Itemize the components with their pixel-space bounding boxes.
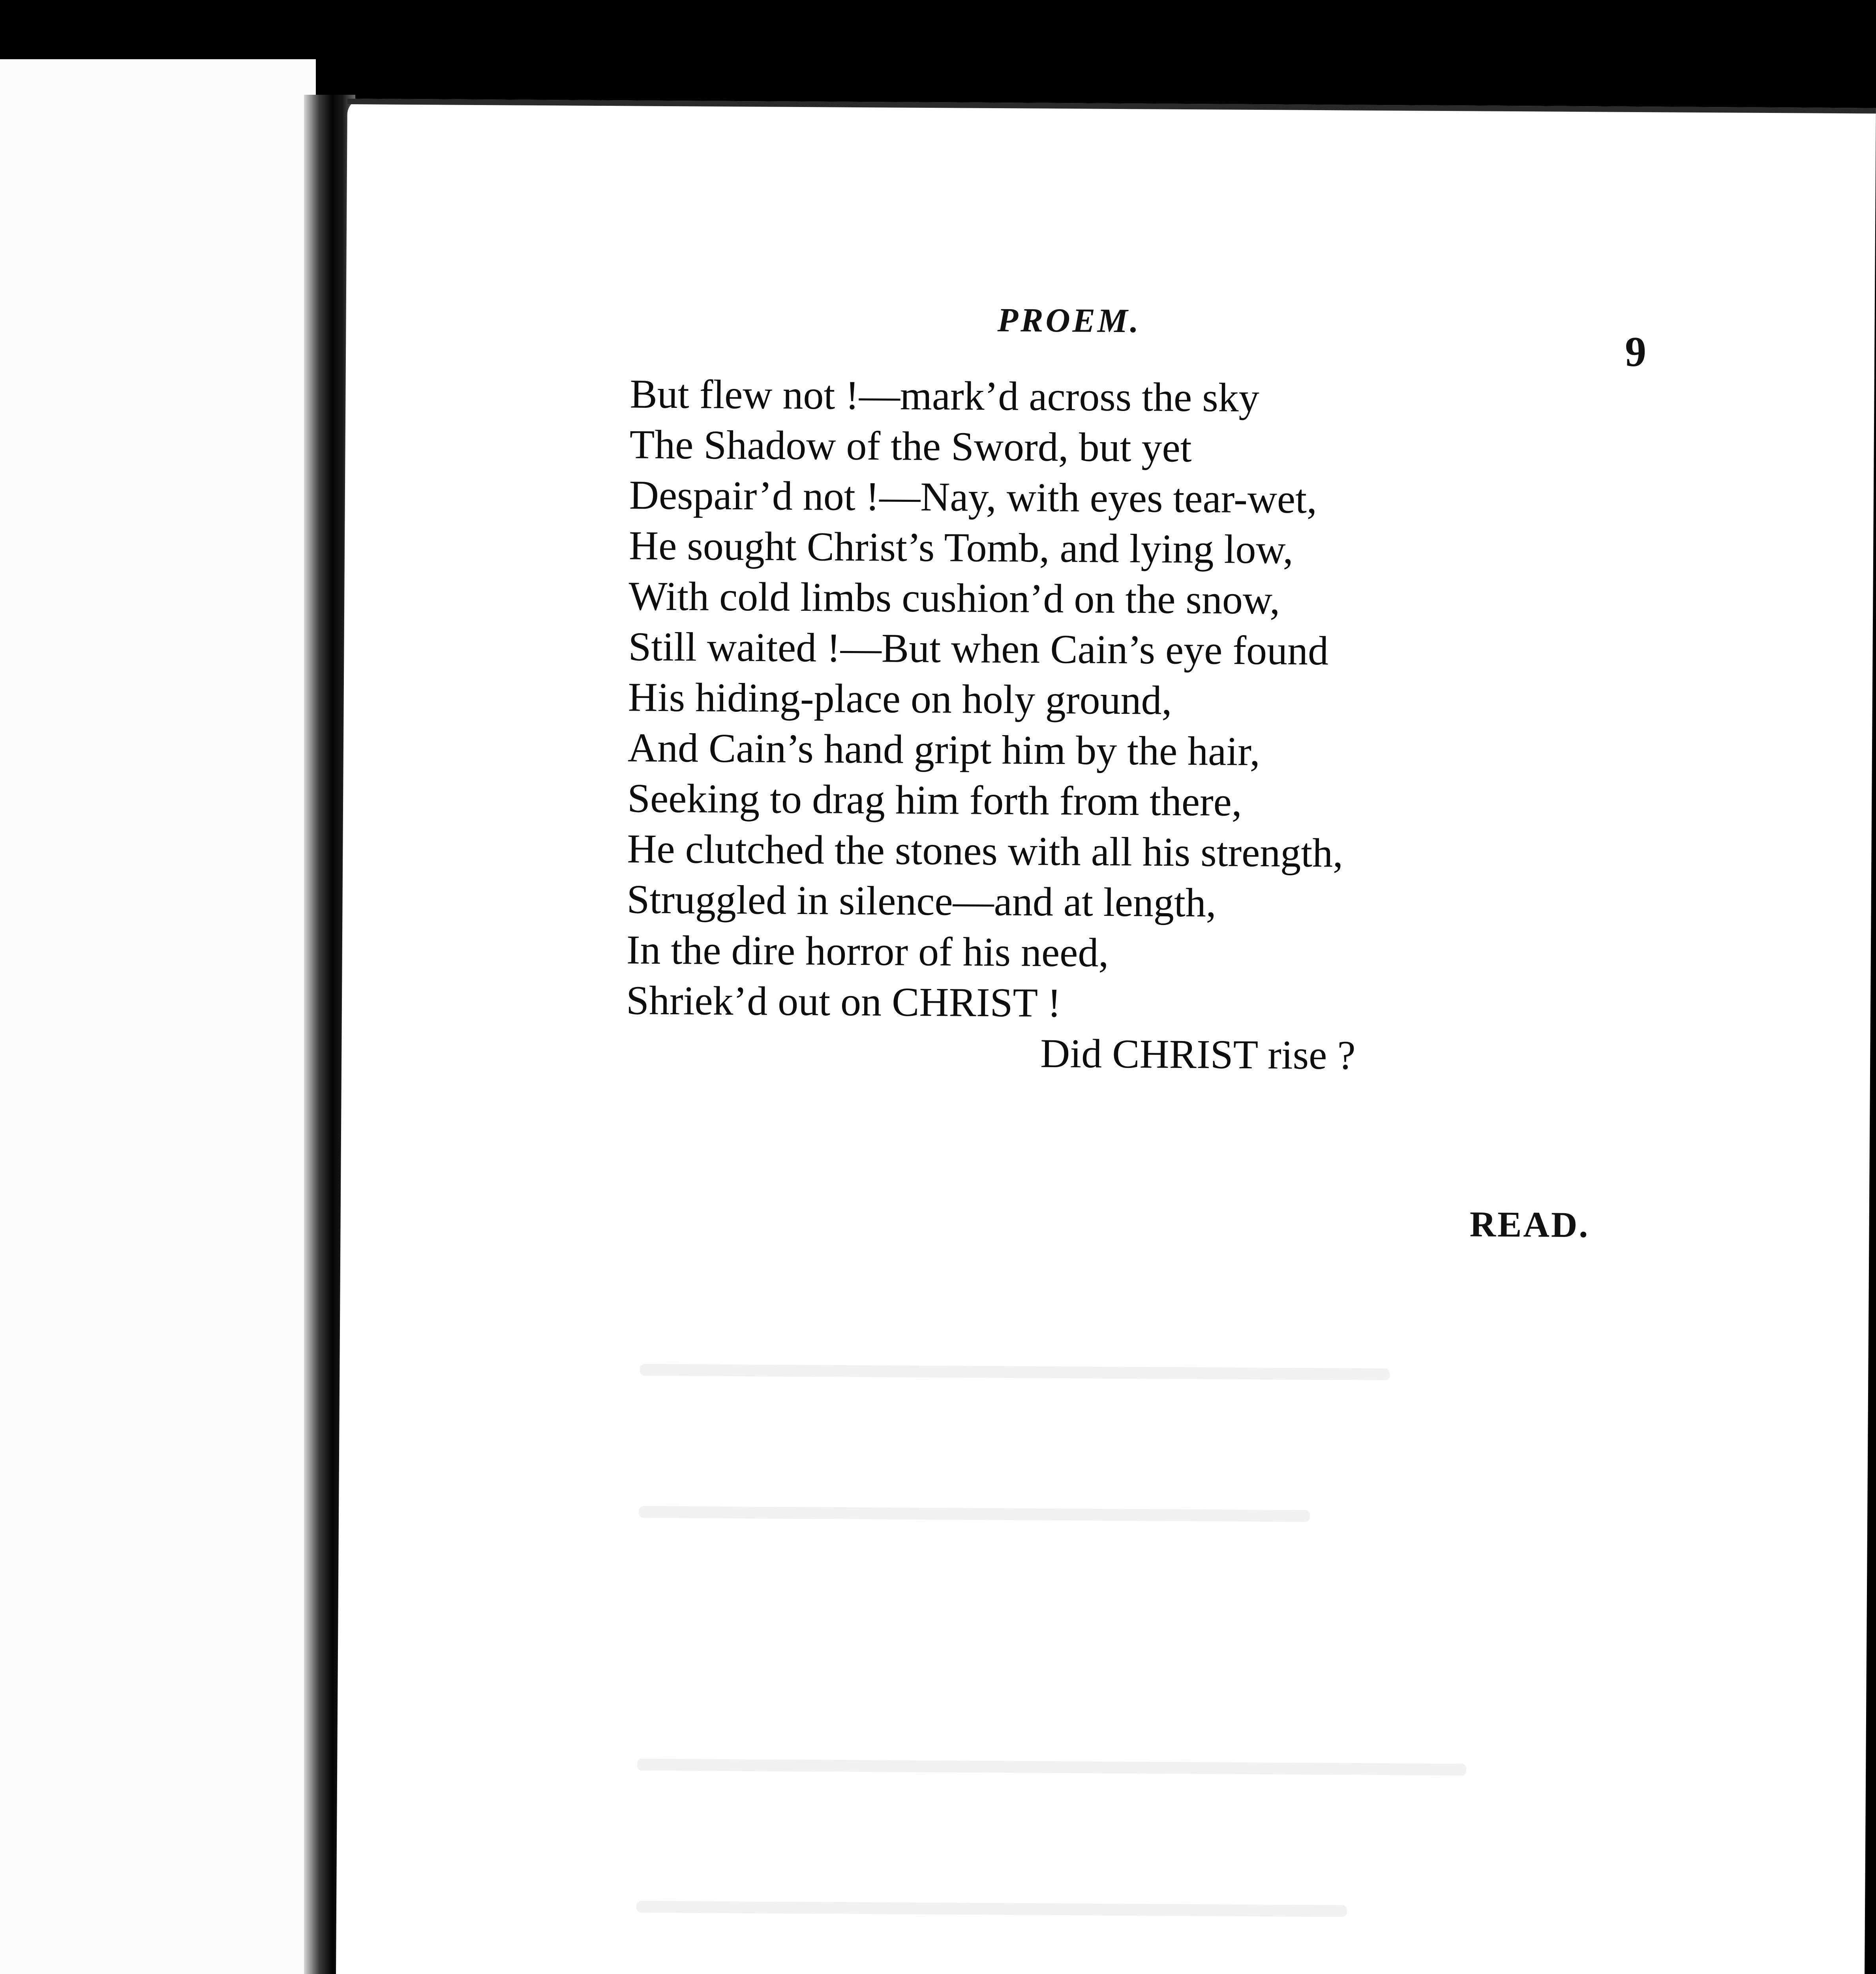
page-top-edge xyxy=(347,99,1876,114)
right-page xyxy=(332,99,1876,1974)
poem-line: Seeking to drag him forth from there, xyxy=(627,775,1242,825)
poem-line: And Cain’s hand gript him by the hair, xyxy=(627,725,1261,775)
poem-line: Did CHRIST rise ? xyxy=(1040,1030,1356,1078)
left-page xyxy=(0,59,316,1974)
show-through-line xyxy=(637,1759,1466,1776)
poem-line: Shriek’d out on CHRIST ! xyxy=(626,978,1062,1026)
show-through-line xyxy=(639,1506,1310,1522)
show-through-line xyxy=(636,1901,1347,1917)
poem xyxy=(626,369,1657,1083)
running-head: PROEM. xyxy=(997,301,1141,340)
page-number: 9 xyxy=(1625,328,1647,376)
poem-line: Despair’d not !—Nay, with eyes tear-wet, xyxy=(629,472,1317,522)
poem-line: The Shadow of the Sword, but yet xyxy=(629,422,1192,471)
poem-line: Still waited !—But when Cain’s eye found xyxy=(628,624,1329,674)
poem-line: His hiding-place on holy ground, xyxy=(628,674,1172,723)
poem-line: He clutched the stones with all his strength, xyxy=(627,826,1343,876)
poem-line: With cold limbs cushion’d on the snow, xyxy=(628,573,1280,623)
show-through-line xyxy=(640,1364,1390,1381)
poem-line: He sought Christ’s Tomb, and lying low, xyxy=(628,523,1294,572)
author-signature: READ. xyxy=(1469,1204,1590,1245)
poem-line: In the dire horror of his need, xyxy=(626,927,1109,976)
poem-line: But flew not !—mark’d across the sky xyxy=(630,371,1260,421)
poem-line: Struggled in silence—and at length, xyxy=(627,876,1217,926)
